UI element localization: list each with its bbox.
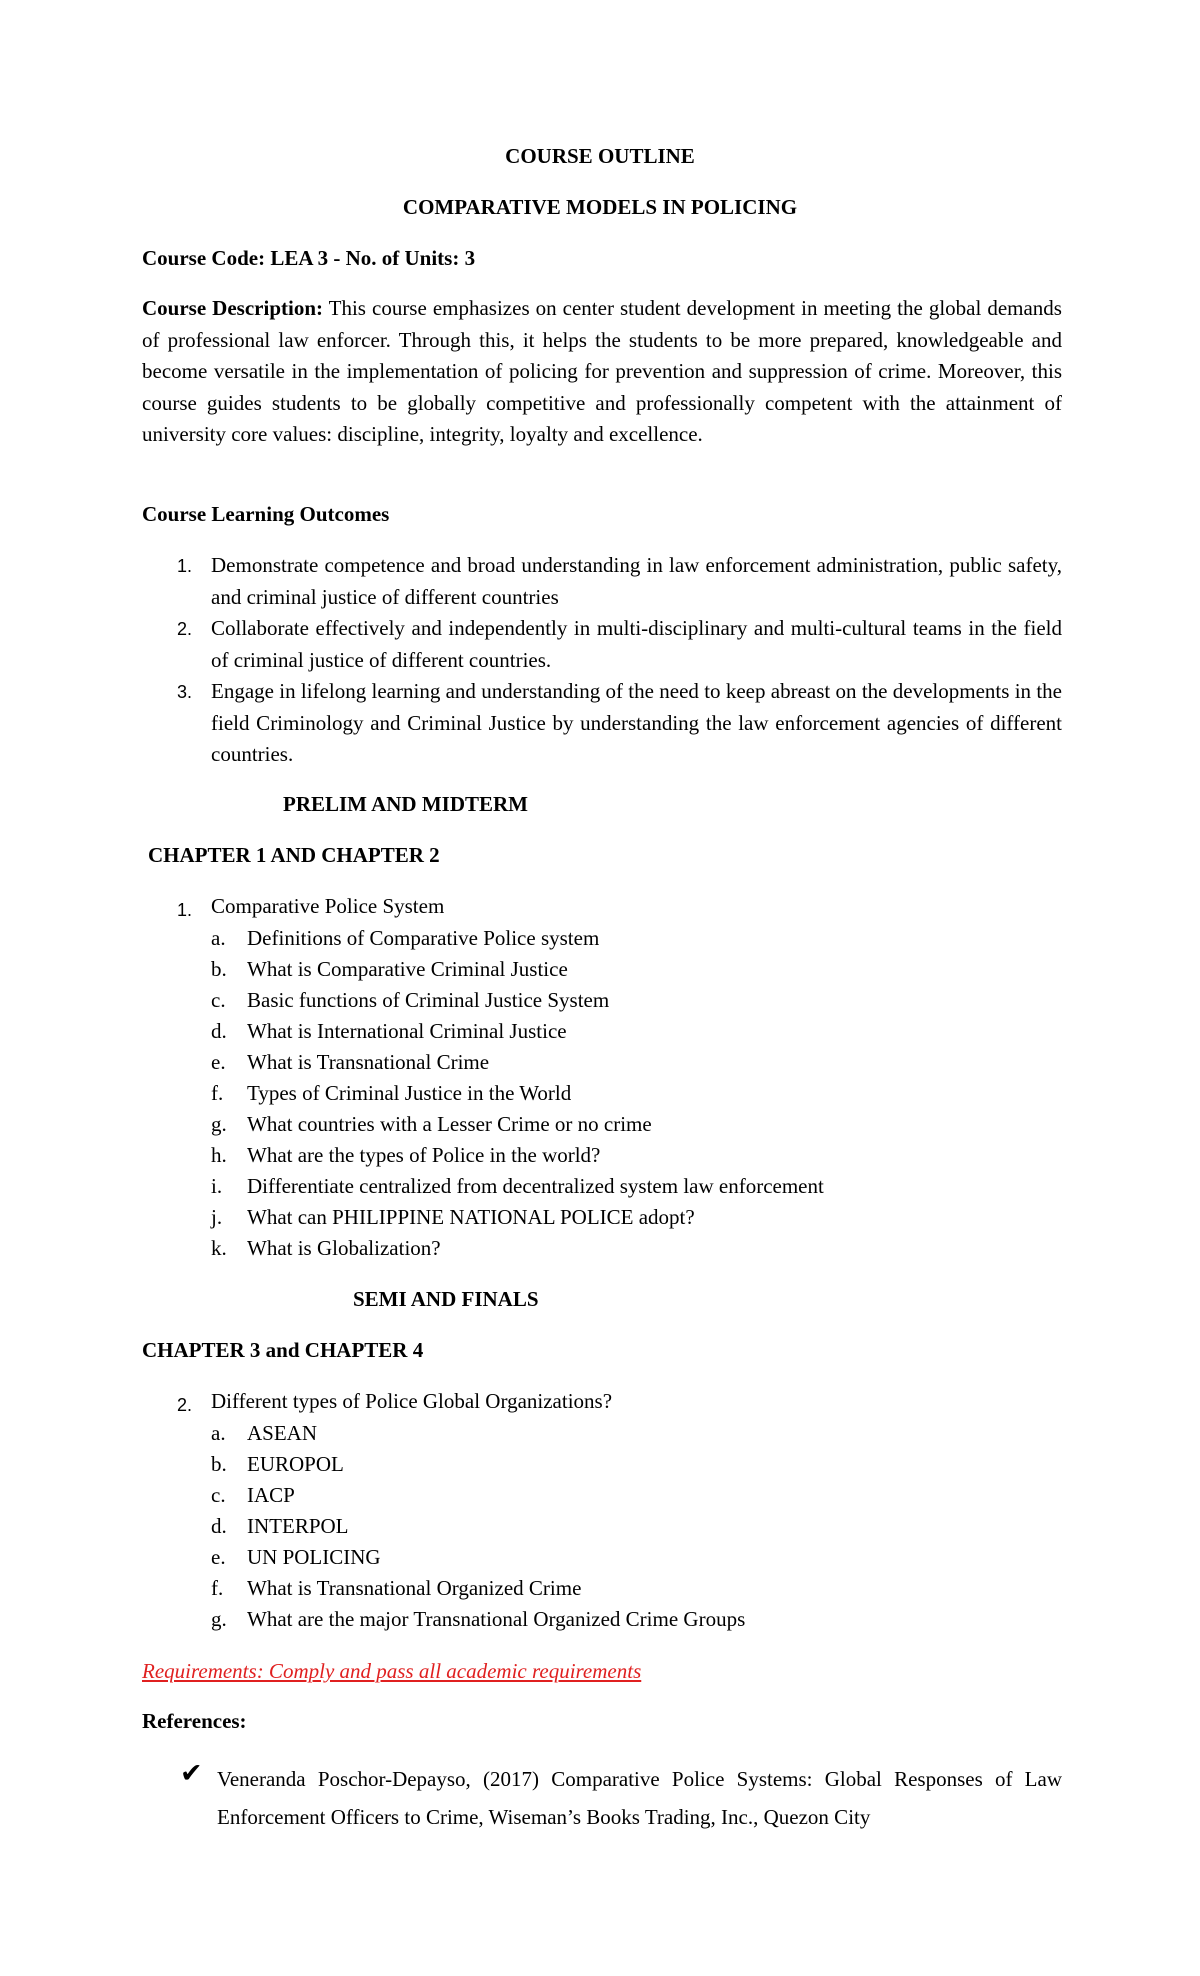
outcome-item: Engage in lifelong learning and understanding of the need to keep abreast on the developments in the field Criminology and Criminal Justice by understanding the law enforcement agencies of different countries. [211,679,1062,767]
list-letter: g. [211,1607,227,1631]
list-item: What is Globalization? [247,1236,441,1260]
list-letter: e. [211,1545,226,1569]
list-letter: f. [211,1081,224,1105]
list-item: What is Transnational Crime [247,1050,490,1074]
list-item: Types of Criminal Justice in the World [247,1081,572,1105]
list-item: What is Comparative Criminal Justice [247,957,568,981]
prelim-topic-number: 1. [177,900,193,920]
list-item: UN POLICING [247,1545,381,1569]
semi-topic-number: 2. [177,1395,193,1415]
list-item: What are the major Transnational Organized Crime Groups [247,1607,746,1631]
list-letter: i. [211,1174,223,1198]
semi-topic: Different types of Police Global Organizations? [211,1389,613,1413]
list-item: What is Transnational Organized Crime [247,1576,582,1600]
outcome-number: 2. [177,619,193,639]
check-icon: ✔ [180,1758,203,1789]
list-letter: a. [211,1421,226,1445]
list-letter: e. [211,1050,226,1074]
list-letter: c. [211,1483,226,1507]
list-item: EUROPOL [247,1452,344,1476]
list-item: What countries with a Lesser Crime or no crime [247,1112,652,1136]
list-letter: h. [211,1143,227,1167]
reference-item: Veneranda Poschor-Depayso, (2017) Comparative Police Systems: Global Responses of Law Enforcement Officers to Crime, Wiseman’s Books Trading, Inc., Quezon City [217,1767,1062,1829]
outcome-number: 1. [177,556,193,576]
list-letter: b. [211,957,227,981]
list-item: What can PHILIPPINE NATIONAL POLICE adopt? [247,1205,695,1229]
list-letter: f. [211,1576,224,1600]
outcomes-heading: Course Learning Outcomes [142,502,390,526]
page-title: COURSE OUTLINE [505,144,695,168]
course-name: COMPARATIVE MODELS IN POLICING [402,195,798,219]
list-item: Basic functions of Criminal Justice System [247,988,610,1012]
semi-chapter-heading: CHAPTER 3 and CHAPTER 4 [142,1338,424,1362]
outcome-item: Collaborate effectively and independently in multi-disciplinary and multi-cultural teams in the field of criminal justice of different countries. [211,616,1062,672]
list-letter: d. [211,1019,227,1043]
course-description-text: This course emphasizes on center student development in meeting the global demands of professional law enforcer. Through this, it helps the students to be more prepared, knowledgeable and become versatile in the implementation of policing for prevention and suppression of crime. Moreover, this course guides students to be globally competitive and professionally competent with the attainment of university core values: discipline, integrity, loyalty and excellence. [142,296,1062,447]
course-code: Course Code: LEA 3 - No. of Units: 3 [142,246,476,270]
prelim-chapter-heading: CHAPTER 1 AND CHAPTER 2 [148,843,440,867]
prelim-topic: Comparative Police System [211,894,445,918]
list-letter: j. [211,1205,223,1229]
list-item: Definitions of Comparative Police system [247,926,600,950]
list-letter: c. [211,988,226,1012]
prelim-heading: PRELIM AND MIDTERM [283,792,528,816]
list-item: ASEAN [247,1421,318,1445]
list-item: IACP [247,1483,295,1507]
requirements-note: Requirements: Comply and pass all academic requirements [142,1659,642,1683]
outcome-item: Demonstrate competence and broad understanding in law enforcement administration, public safety, and criminal justice of different countries [211,553,1062,609]
list-letter: k. [211,1236,227,1260]
list-letter: a. [211,926,226,950]
outcome-number: 3. [177,682,193,702]
semi-heading: SEMI AND FINALS [353,1287,539,1311]
list-letter: d. [211,1514,227,1538]
list-item: What are the types of Police in the world? [247,1143,601,1167]
references-heading: References: [142,1709,247,1733]
list-item: Differentiate centralized from decentralized system law enforcement [247,1174,824,1198]
list-item: INTERPOL [247,1514,349,1538]
course-description [142,293,1062,451]
list-letter: g. [211,1112,227,1136]
list-letter: b. [211,1452,227,1476]
course-description-label: Course Description: [142,296,323,320]
list-item: What is International Criminal Justice [247,1019,567,1043]
